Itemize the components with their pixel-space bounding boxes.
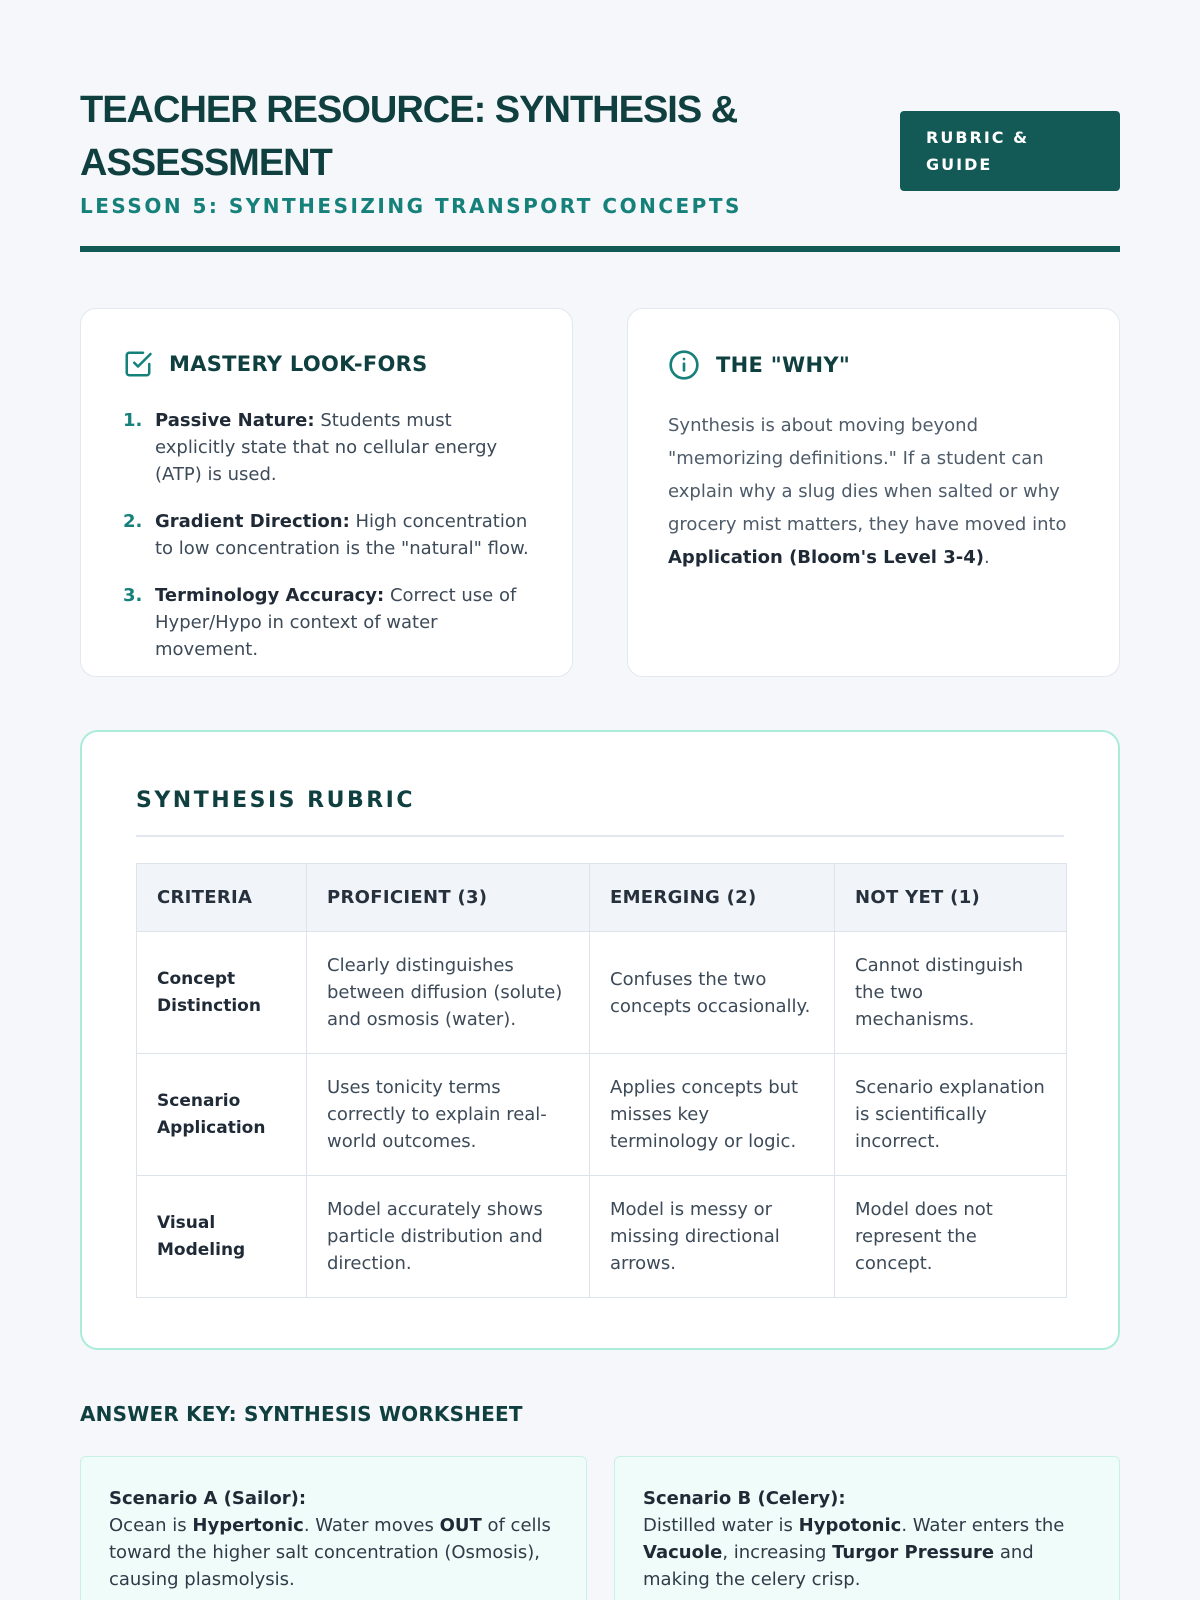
page-title: TEACHER RESOURCE: SYNTHESIS & ASSESSMENT [80,89,738,184]
list-item [123,508,532,562]
table-cell: Applies concepts but misses key terminology or logic. [590,1054,835,1176]
scenario-a-answer: Ocean is Hypertonic. Water moves OUT of cells toward the higher salt concentration (Osmosis), causing plasmolysis. [109,1515,551,1590]
scenario-a-card [80,1456,587,1600]
why-card [627,308,1120,677]
blooms-level: Application (Bloom's Level 3-4) [668,547,984,568]
lesson-subtitle: LESSON 5: SYNTHESIZING TRANSPORT CONCEPTS [80,194,742,218]
rubric-guide-badge: RUBRIC & GUIDE [900,111,1120,191]
column-header: CRITERIA [137,864,307,932]
rubric-title: SYNTHESIS RUBRIC [136,788,1064,837]
why-paragraph: Synthesis is about moving beyond "memorizing definitions." If a student can explain why a slug dies when salted or why grocery mist matters, they have moved into Application (Bloom's Level 3-4). [668,415,1067,568]
table-cell: Model is messy or missing directional arrows. [590,1176,835,1298]
table-row [137,932,1067,1054]
checkbox-icon [123,349,153,379]
criteria-cell: Concept Distinction [137,932,307,1054]
table-cell: Scenario explanation is scientifically incorrect. [835,1054,1067,1176]
scenario-b-answer: Distilled water is Hypotonic. Water enters the Vacuole, increasing Turgor Pressure and making the celery crisp. [643,1515,1065,1590]
mastery-card [80,308,573,677]
why-title: THE "WHY" [716,353,851,377]
table-cell: Cannot distinguish the two mechanisms. [835,932,1067,1054]
scenario-b-card [614,1456,1120,1600]
list-number: 2. [123,511,143,532]
criteria-cell: Visual Modeling [137,1176,307,1298]
table-cell: Model accurately shows particle distribution and direction. [307,1176,590,1298]
column-header: PROFICIENT (3) [307,864,590,932]
list-label: Terminology Accuracy: [155,585,385,606]
table-header-row [137,864,1067,932]
list-text: Correct use of Hyper/Hypo in context of water movement. [155,585,517,660]
rubric-table [136,863,1067,1298]
list-item [123,582,532,663]
table-cell: Clearly distinguishes between diffusion (solute) and osmosis (water). [307,932,590,1054]
table-row [137,1054,1067,1176]
list-text: High concentration to low concentration is the "natural" flow. [155,511,529,559]
synthesis-rubric [80,730,1120,1350]
table-cell: Uses tonicity terms correctly to explain real-world outcomes. [307,1054,590,1176]
list-label: Passive Nature: [155,410,315,431]
list-number: 3. [123,585,143,606]
answer-key-title: ANSWER KEY: SYNTHESIS WORKSHEET [80,1402,523,1426]
list-text: Students must explicitly state that no cellular energy (ATP) is used. [155,410,498,485]
header-divider [80,246,1120,252]
table-cell: Confuses the two concepts occasionally. [590,932,835,1054]
mastery-title: MASTERY LOOK-FORS [169,352,428,376]
page-header [80,84,1120,218]
list-item [123,407,532,488]
scenario-a-label: Scenario A (Sailor): [109,1488,307,1509]
column-header: EMERGING (2) [590,864,835,932]
why-title-row [668,349,1079,381]
list-number: 1. [123,410,143,431]
scenario-b-label: Scenario B (Celery): [643,1488,846,1509]
table-row [137,1176,1067,1298]
column-header: NOT YET (1) [835,864,1067,932]
criteria-cell: Scenario Application [137,1054,307,1176]
info-icon [668,349,700,381]
table-cell: Model does not represent the concept. [835,1176,1067,1298]
mastery-list [123,407,532,663]
list-label: Gradient Direction: [155,511,350,532]
mastery-title-row [123,349,532,379]
